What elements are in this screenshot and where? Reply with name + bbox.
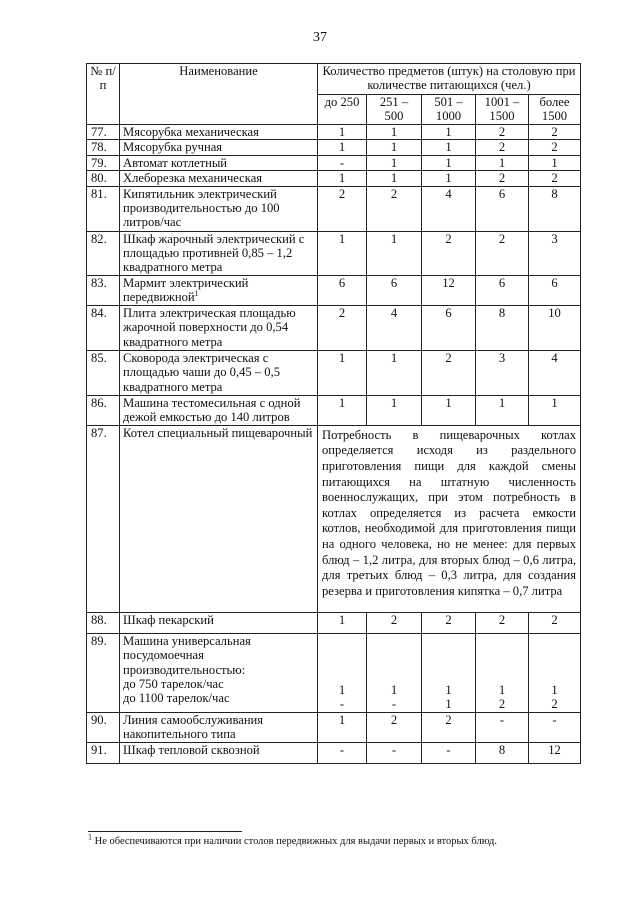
quantity-cell: 1	[422, 155, 476, 170]
quantity-cell: 1	[476, 155, 529, 170]
item-name	[120, 171, 318, 186]
header-num: № п/п	[87, 64, 120, 125]
row-number: 90.	[87, 712, 120, 742]
item-name-text: Мармит электрический передвижной	[123, 275, 249, 305]
header-name: Наименование	[120, 64, 318, 125]
item-name-text: Машина тестомесильная с одной дежой емкостью до 140 литров	[123, 395, 301, 425]
quantity-cell: 6	[367, 275, 422, 305]
item-name	[120, 305, 318, 350]
item-name-text: Линия самообслуживания накопительного типа	[123, 712, 264, 742]
quantity-cell: 2	[422, 712, 476, 742]
quantity-cell: 10	[529, 305, 581, 350]
quantity-cell: 2	[476, 612, 529, 633]
quantity-cell: 1	[422, 125, 476, 140]
item-name-text: Плита электрическая площадью жарочной поверхности до 0,54 квадратного метра	[123, 305, 296, 349]
item-name	[120, 125, 318, 140]
item-name	[120, 140, 318, 155]
quantity-cell: 1	[318, 350, 367, 395]
quantity-cell: 2	[367, 186, 422, 231]
quantity-cell: 3	[529, 231, 581, 275]
quantity-cell: 6	[476, 275, 529, 305]
row-number: 78.	[87, 140, 120, 155]
page-number: 37	[313, 30, 327, 45]
row-note: Потребность в пищеварочных котлах определяется исходя из раздельного приготовления пищи для каждой смены питающихся на штатную численность военнослужащих, при этом потребность в котлах определяется из расчета емкости котлов, необходимой для приготовления пищи на одного человека, но не менее: для первых блюд – 1,2 литра, для вторых блюд – 0,6 литра, для третьих блюд – 0,3 литра, для создания резерва и приготовления кипятка – 0,7 литра	[318, 425, 581, 612]
row-number: 86.	[87, 395, 120, 425]
table-row	[87, 186, 581, 231]
quantity-cell: 12	[529, 742, 581, 763]
item-name	[120, 742, 318, 763]
item-name	[120, 712, 318, 742]
quantity-cell: 2	[367, 612, 422, 633]
quantity-value: 1	[338, 683, 346, 698]
item-name-text: Шкаф жарочный электрический с площадью противней 0,85 – 1,2 квадратного метра	[123, 231, 305, 275]
quantity-cell: 3	[476, 350, 529, 395]
table-row	[87, 305, 581, 350]
header-group: 1001 – 1500	[476, 95, 529, 125]
header-quantity: Количество предметов (штук) на столовую при количестве питающихся (чел.)	[318, 64, 581, 95]
header-group: 251 – 500	[367, 95, 422, 125]
quantity-cell: 2	[476, 140, 529, 155]
quantity-cell	[422, 633, 476, 712]
quantity-value: 1	[445, 697, 452, 712]
item-name	[120, 350, 318, 395]
row-number: 79.	[87, 155, 120, 170]
table-row	[87, 231, 581, 275]
item-name-text: Мясорубка механическая	[123, 125, 259, 139]
header-group: до 250	[318, 95, 367, 125]
footnote-separator	[88, 831, 242, 832]
quantity-cell: 1	[318, 612, 367, 633]
table-row	[87, 742, 581, 763]
row-number: 85.	[87, 350, 120, 395]
quantity-cell: 1	[318, 395, 367, 425]
row-number: 83.	[87, 275, 120, 305]
quantity-cell: 1	[422, 171, 476, 186]
table-row	[87, 275, 581, 305]
quantity-cell: -	[318, 742, 367, 763]
quantity-cell: 4	[367, 305, 422, 350]
quantity-cell: -	[476, 712, 529, 742]
quantity-cell: -	[367, 742, 422, 763]
table-row	[87, 633, 581, 712]
row-number: 82.	[87, 231, 120, 275]
table-row	[87, 155, 581, 170]
item-name: Котел специальный пищеварочный	[120, 425, 318, 612]
item-name	[120, 155, 318, 170]
table-row	[87, 350, 581, 395]
item-name	[120, 395, 318, 425]
item-name	[120, 186, 318, 231]
quantity-cell: 4	[422, 186, 476, 231]
row-number: 84.	[87, 305, 120, 350]
row-number: 80.	[87, 171, 120, 186]
quantity-cell: 2	[529, 612, 581, 633]
quantity-cell: 1	[367, 155, 422, 170]
quantity-cell: 6	[318, 275, 367, 305]
header-group: более 1500	[529, 95, 581, 125]
quantity-cell: 6	[422, 305, 476, 350]
item-name	[120, 633, 318, 712]
quantity-value: 1	[498, 683, 506, 698]
quantity-cell: 1	[367, 231, 422, 275]
quantity-cell: 1	[367, 171, 422, 186]
quantity-cell: 2	[529, 140, 581, 155]
table-row	[87, 425, 581, 612]
quantity-cell: 1	[318, 231, 367, 275]
quantity-cell: 1	[367, 140, 422, 155]
quantity-cell: 1	[318, 171, 367, 186]
quantity-cell: 2	[367, 712, 422, 742]
quantity-cell: 2	[476, 171, 529, 186]
item-name-text: Сковорода электрическая с площадью чаши до 0,45 – 0,5 квадратного метра	[123, 350, 281, 394]
quantity-cell: 2	[318, 305, 367, 350]
quantity-cell: -	[422, 742, 476, 763]
quantity-cell: 2	[476, 125, 529, 140]
quantity-cell: -	[529, 712, 581, 742]
quantity-cell: 1	[318, 712, 367, 742]
quantity-cell: 2	[422, 231, 476, 275]
row-number: 91.	[87, 742, 120, 763]
item-name	[120, 231, 318, 275]
row-number: 89.	[87, 633, 120, 712]
quantity-cell	[529, 633, 581, 712]
table-row	[87, 140, 581, 155]
footnote-marker: 1	[88, 832, 92, 842]
quantity-cell: 1	[367, 125, 422, 140]
quantity-cell: 1	[422, 395, 476, 425]
quantity-cell: 1	[476, 395, 529, 425]
table-row	[87, 171, 581, 186]
row-number: 87.	[87, 425, 120, 612]
row-number: 81.	[87, 186, 120, 231]
quantity-cell: 8	[476, 305, 529, 350]
quantity-cell: 6	[476, 186, 529, 231]
footnote	[88, 832, 498, 847]
item-subtype-label: до 750 тарелок/час	[123, 677, 224, 692]
quantity-value: -	[339, 697, 345, 712]
equipment-table	[86, 63, 581, 764]
item-name-text: Автомат котлетный	[123, 155, 228, 170]
quantity-cell: 6	[529, 275, 581, 305]
item-name-text: Хлеборезка механическая	[123, 171, 263, 186]
quantity-cell: 2	[422, 612, 476, 633]
quantity-cell	[476, 633, 529, 712]
footnote-ref: 1	[194, 289, 199, 299]
row-number: 77.	[87, 125, 120, 140]
item-name-text: Шкаф тепловой сквозной	[123, 742, 260, 757]
quantity-cell: 12	[422, 275, 476, 305]
quantity-cell: 1	[529, 155, 581, 170]
item-name-text: Машина универсальная посудомоечная производительностью:	[123, 633, 251, 677]
quantity-cell: 2	[529, 171, 581, 186]
item-name-text: Шкаф пекарский	[123, 612, 214, 627]
table-row	[87, 612, 581, 633]
quantity-value: 1	[445, 683, 452, 698]
quantity-cell: 2	[422, 350, 476, 395]
quantity-cell: 2	[529, 125, 581, 140]
quantity-cell: 2	[318, 186, 367, 231]
quantity-cell: 8	[476, 742, 529, 763]
quantity-cell: 2	[476, 231, 529, 275]
quantity-value: 2	[498, 697, 506, 712]
quantity-cell: 1	[318, 125, 367, 140]
quantity-cell: 1	[318, 140, 367, 155]
quantity-cell	[318, 633, 367, 712]
item-subtype-label: до 1100 тарелок/час	[123, 691, 230, 706]
quantity-cell: 1	[529, 395, 581, 425]
quantity-cell: -	[318, 155, 367, 170]
quantity-cell: 4	[529, 350, 581, 395]
header-group: 501 – 1000	[422, 95, 476, 125]
table-row	[87, 395, 581, 425]
item-name-text: Кипятильник электрический производительностью до 100 литров/час	[123, 186, 280, 230]
table-row	[87, 125, 581, 140]
row-number: 88.	[87, 612, 120, 633]
quantity-cell: 1	[367, 350, 422, 395]
quantity-cell: 1	[367, 395, 422, 425]
item-name	[120, 275, 318, 305]
item-name	[120, 612, 318, 633]
quantity-cell	[367, 633, 422, 712]
quantity-value: 1	[390, 683, 398, 698]
table-row	[87, 712, 581, 742]
footnote-text: Не обеспечиваются при наличии столов передвижных для выдачи первых и вторых блюд.	[94, 836, 498, 847]
item-name-text: Мясорубка ручная	[123, 140, 223, 155]
quantity-value: -	[391, 697, 397, 712]
quantity-value: 2	[551, 697, 558, 712]
quantity-value: 1	[551, 683, 558, 698]
quantity-cell: 1	[422, 140, 476, 155]
quantity-cell: 8	[529, 186, 581, 231]
